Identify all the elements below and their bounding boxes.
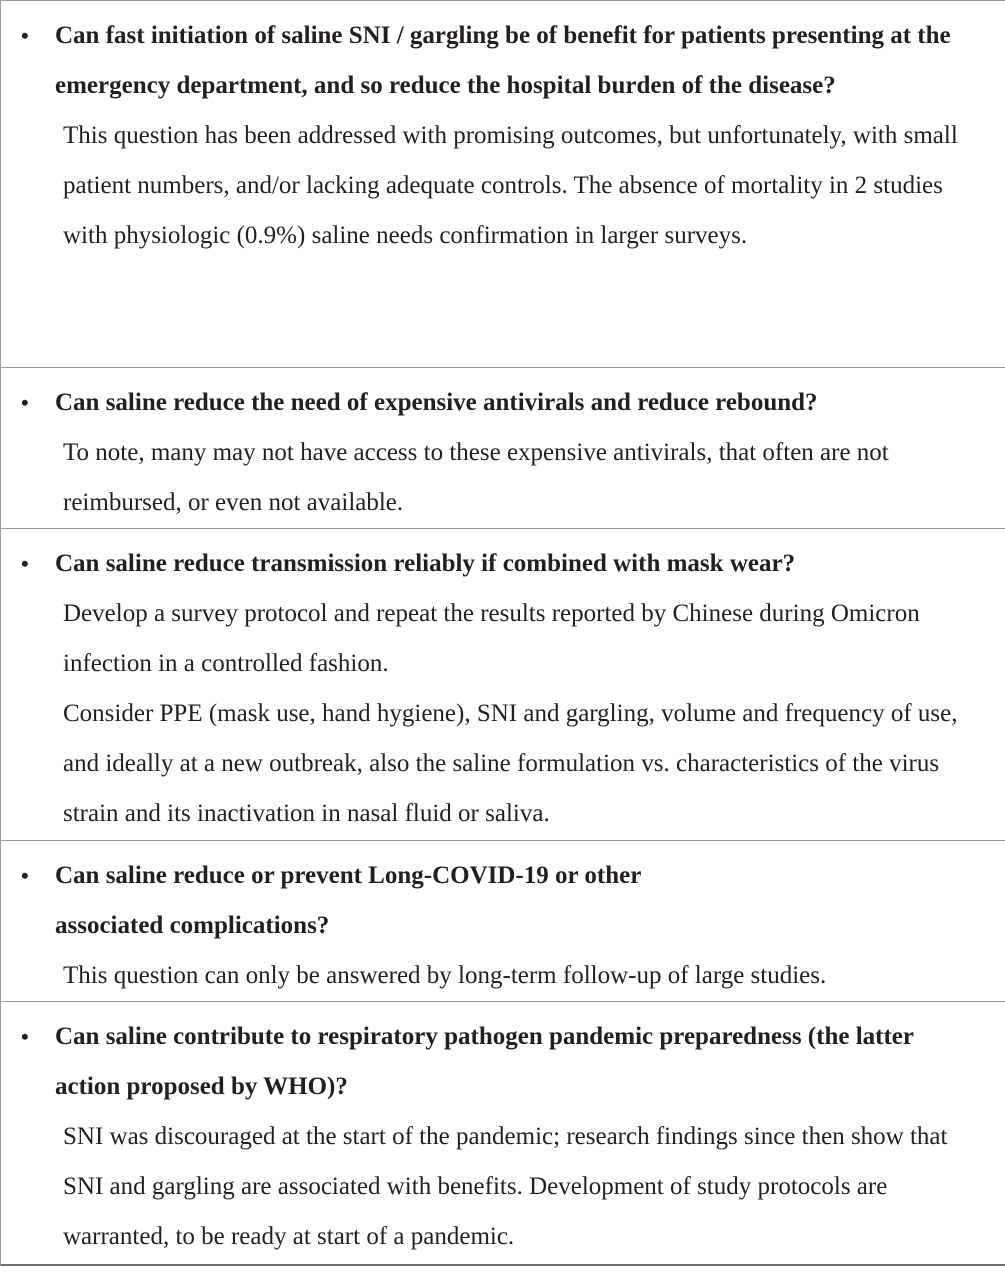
bullet-icon: • — [21, 863, 29, 888]
question-line: associated complications? — [55, 912, 330, 939]
bullet-icon: • — [21, 390, 29, 415]
table-row — [1, 841, 1005, 1002]
answer-text: This question has been addressed with promising outcomes, but unfortunately, with small patient numbers, and/or lacking adequate controls. The absence of mortality in 2 studies with physiologic (0.9%) saline needs confirmation in larger surveys. — [63, 122, 958, 249]
question — [21, 378, 985, 428]
answer-text: Consider PPE (mask use, hand hygiene), SNI and gargling, volume and frequency of use, and ideally at a new outbreak, also the saline formulation vs. characteristics of the virus strain and its inactivation in nasal fluid or saliva. — [63, 700, 958, 827]
table-row — [1, 368, 1005, 529]
question — [21, 11, 985, 111]
question-text: Can saline reduce the need of expensive antivirals and reduce rebound? — [55, 389, 818, 416]
bullet-icon: • — [21, 1024, 29, 1049]
table-row — [1, 529, 1005, 841]
bullet-icon: • — [21, 23, 29, 48]
answer-text: To note, many may not have access to these expensive antivirals, that often are not reimbursed, or even not available. — [63, 439, 889, 516]
bullet-icon: • — [21, 551, 29, 576]
question — [21, 851, 985, 951]
answer-text: Develop a survey protocol and repeat the results reported by Chinese during Omicron infection in a controlled fashion. — [63, 600, 920, 677]
answer-text: SNI was discouraged at the start of the pandemic; research findings since then show that SNI and gargling are associated with benefits. Development of study protocols are warranted, to be ready at start of a pandemic. — [63, 1123, 948, 1250]
question-text: Can fast initiation of saline SNI / gargling be of benefit for patients presenting at the emergency department, and so reduce the hospital burden of the disease? — [55, 22, 951, 99]
question — [21, 1012, 985, 1112]
question — [21, 539, 985, 589]
question-text: Can saline reduce transmission reliably if combined with mask wear? — [55, 550, 796, 577]
question-line: Can saline reduce or prevent Long-COVID-19 or other — [55, 862, 642, 889]
answer-text: This question can only be answered by long-term follow-up of large studies. — [63, 962, 827, 989]
table-row — [1, 1, 1005, 368]
table-row — [1, 1002, 1005, 1266]
question-text — [55, 851, 985, 951]
question-text: Can saline contribute to respiratory pathogen pandemic preparedness (the latter action proposed by WHO)? — [55, 1023, 914, 1100]
